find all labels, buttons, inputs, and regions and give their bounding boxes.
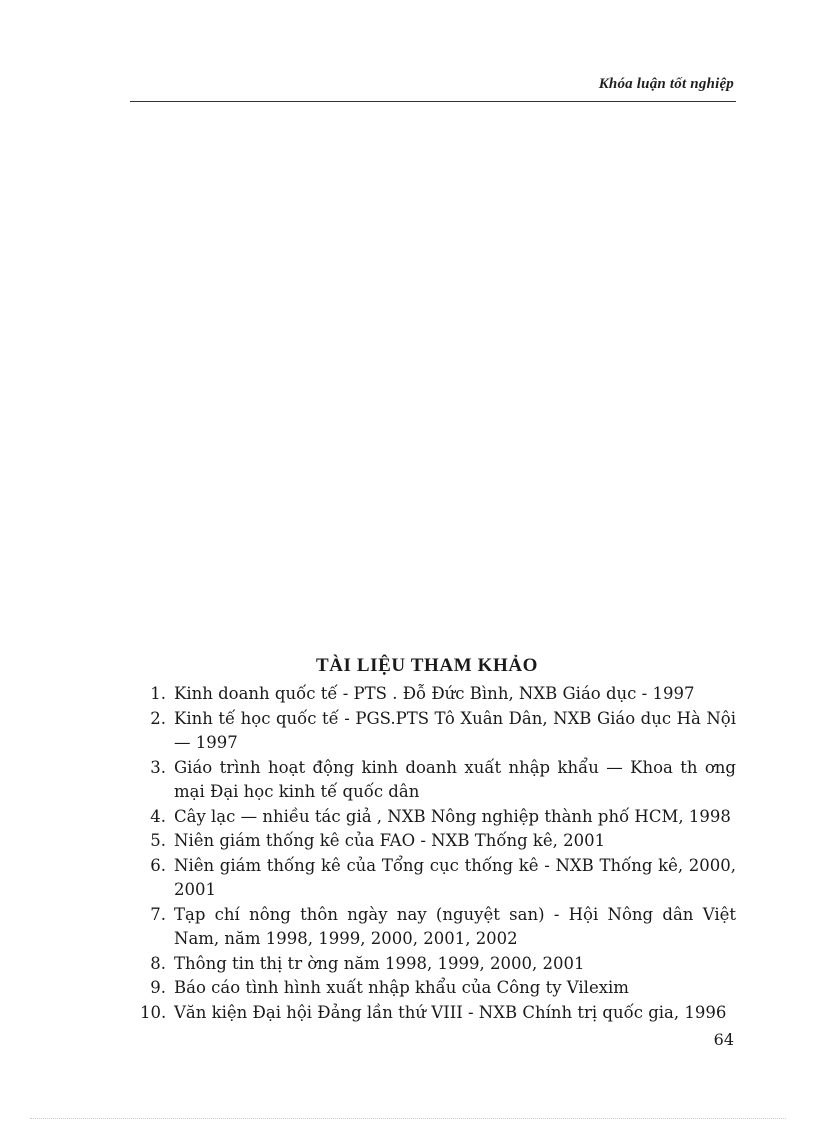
- reference-item: [140, 976, 736, 1001]
- reference-number: 3.: [150, 757, 166, 777]
- reference-text: Tạp chí nông thôn ngày nay (nguyệt san) - Hội Nông dân Việt Nam, năm 1998, 1999, 2000, 2001, 2002: [174, 904, 736, 948]
- reference-number: 10.: [140, 1002, 167, 1022]
- reference-item: [140, 707, 736, 756]
- reference-item: [140, 829, 736, 854]
- reference-text: Cây lạc — nhiều tác giả , NXB Nông nghiệp thành phố HCM, 1998: [174, 806, 731, 826]
- reference-number: 6.: [150, 855, 166, 875]
- reference-text: Kinh doanh quốc tế - PTS . Đỗ Đức Bình, NXB Giáo dục - 1997: [174, 684, 695, 703]
- reference-number: 2.: [150, 708, 166, 728]
- reference-number: 4.: [150, 806, 166, 826]
- reference-text: Thông tin thị tr ờng năm 1998, 1999, 2000, 2001: [174, 953, 585, 973]
- page-bottom-divider: [30, 1118, 786, 1119]
- reference-text: Kinh tế học quốc tế - PGS.PTS Tô Xuân Dân, NXB Giáo dục Hà Nội — 1997: [174, 708, 736, 752]
- page-number: 64: [713, 1030, 734, 1049]
- reference-number: 9.: [150, 978, 166, 997]
- reference-text: Văn kiện Đại hội Đảng lần thứ VIII - NXB Chính trị quốc gia, 1996: [174, 1002, 727, 1022]
- reference-number: 8.: [150, 953, 166, 973]
- reference-text: Niên giám thống kê của FAO - NXB Thống kê, 2001: [174, 831, 606, 850]
- reference-number: 1.: [150, 684, 166, 703]
- reference-number: 5.: [150, 831, 166, 850]
- header-divider: [130, 101, 736, 102]
- reference-number: 7.: [150, 904, 166, 924]
- reference-item: [140, 682, 736, 707]
- reference-item: [140, 952, 736, 977]
- reference-item: [140, 1001, 736, 1026]
- references-list: [140, 682, 736, 1025]
- reference-item: [140, 854, 736, 903]
- references-title: TÀI LIỆU THAM KHẢO: [315, 655, 539, 676]
- reference-text: Báo cáo tình hình xuất nhập khẩu của Công ty Vilexim: [174, 978, 629, 997]
- reference-text: Niên giám thống kê của Tổng cục thống kê - NXB Thống kê, 2000, 2001: [174, 855, 736, 899]
- running-header-title: Khóa luận tốt nghiệp: [598, 76, 734, 92]
- reference-item: [140, 805, 736, 830]
- reference-item: [140, 756, 736, 805]
- reference-text: Giáo trình hoạt động kinh doanh xuất nhập khẩu — Khoa th ơng mại Đại học kinh tế quốc dân: [174, 757, 736, 801]
- reference-item: [140, 903, 736, 952]
